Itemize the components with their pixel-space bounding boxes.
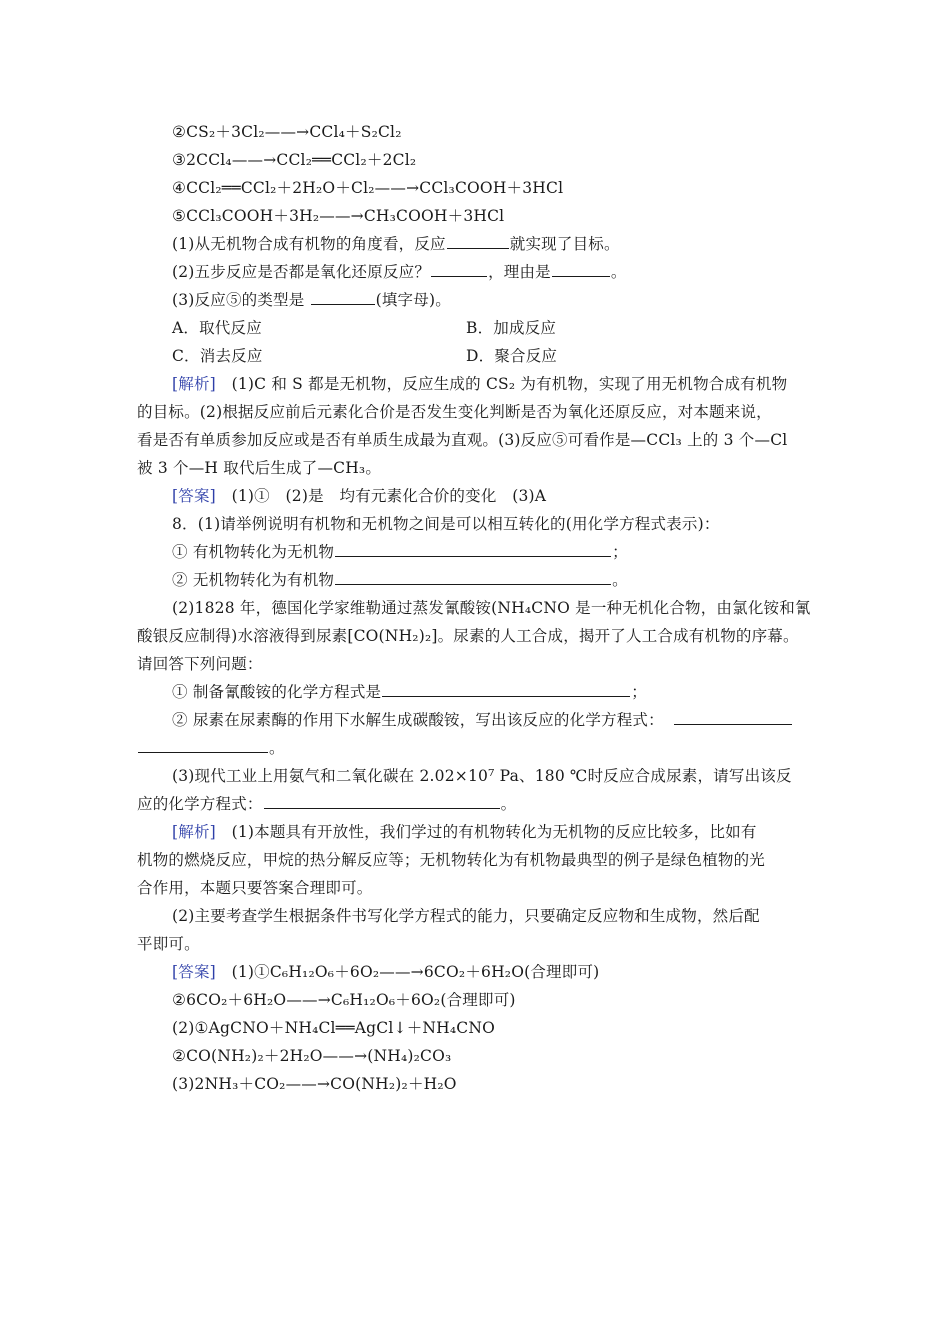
reaction-4: ④CCl₂══CCl₂＋2H₂O＋Cl₂——→CCl₃COOH＋3HCl	[172, 179, 564, 197]
question-7-1	[172, 234, 620, 254]
analysis-tag: [解析]	[172, 375, 216, 393]
question-text: (填字母)。	[375, 291, 451, 309]
question-7-2	[172, 262, 627, 282]
analysis-tag: [解析]	[172, 823, 216, 841]
answer-tag: [答案]	[172, 963, 216, 981]
analysis-8-line: 机物的燃烧反应，甲烷的热分解反应等；无机物转化为有机物最典型的例子是绿色植物的光	[137, 851, 766, 869]
answer-blank	[431, 262, 487, 277]
analysis-text: (1)本题具有开放性，我们学过的有机物转化为无机物的反应比较多，比如有	[215, 823, 757, 841]
question-text: ② 无机物转化为有机物	[172, 571, 335, 589]
reaction-2: ②CS₂＋3Cl₂——→CCl₄＋S₂Cl₂	[172, 123, 402, 141]
answer-8-line: ②CO(NH₂)₂＋2H₂O——→(NH₄)₂CO₃	[172, 1047, 452, 1065]
question-8-2a	[172, 682, 647, 702]
answer-8-line: ②6CO₂＋6H₂O——→C₆H₁₂O₆＋6O₂(合理即可)	[172, 991, 516, 1009]
question-text: ② 尿素在尿素酶的作用下水解生成碳酸铵，写出该反应的化学方程式：	[172, 711, 664, 729]
reaction-5: ⑤CCl₃COOH＋3H₂——→CH₃COOH＋3HCl	[172, 207, 505, 225]
question-text: (3)反应⑤的类型是	[172, 291, 310, 309]
answer-tag: [答案]	[172, 487, 216, 505]
answer-blank	[138, 738, 268, 753]
question-7-3	[172, 290, 451, 310]
question-8-1b	[172, 570, 628, 590]
option-c: C．消去反应	[172, 347, 263, 365]
answer-blank	[552, 262, 610, 277]
analysis-8-line	[172, 822, 757, 842]
answer-text: (1)① (2)是 均有元素化合价的变化 (3)A	[215, 487, 547, 505]
question-text: ；	[612, 543, 628, 561]
answer-blank	[447, 234, 509, 249]
analysis-8-line: 合作用，本题只要答案合理即可。	[137, 879, 373, 897]
analysis-7-line: 的目标。(2)根据反应前后元素化合价是否发生变化判断是否为氧化还原反应，对本题来说，	[137, 403, 772, 421]
answer-7-line	[172, 486, 546, 506]
analysis-8-line: (2)主要考查学生根据条件书写化学方程式的能力，只要确定反应物和生成物，然后配	[172, 907, 760, 925]
answer-blank	[311, 290, 375, 305]
option-d: D．聚合反应	[466, 347, 558, 365]
question-text: (1)从无机物合成有机物的角度看，反应	[172, 235, 446, 253]
question-text: 。	[612, 571, 628, 589]
question-text: 。	[500, 795, 517, 813]
question-8-2-line: 请回答下列问题：	[137, 655, 263, 673]
question-text: ；	[631, 683, 647, 701]
question-text: ，理由是	[488, 263, 551, 281]
analysis-7-line: 看是否有单质参加反应或是否有单质生成最为直观。(3)反应⑤可看作是—CCl₃ 上的 3 个—Cl	[137, 431, 788, 449]
analysis-8-line: 平即可。	[137, 935, 200, 953]
question-8-2b-cont	[137, 738, 285, 758]
reaction-3: ③2CCl₄——→CCl₂══CCl₂＋2Cl₂	[172, 151, 417, 169]
option-b: B．加成反应	[466, 319, 557, 337]
analysis-7-line: 被 3 个—H 取代后生成了—CH₃。	[137, 459, 382, 477]
question-text: 就实现了目标。	[509, 235, 620, 253]
question-8-2-line: (2)1828 年，德国化学家维勒通过蒸发氰酸铵(NH₄CNO 是一种无机化合物，由氯化铵和氰	[172, 599, 811, 617]
question-text: 。	[610, 263, 627, 281]
question-8-3-line: (3)现代工业上用氨气和二氧化碳在 2.02×10⁷ Pa、180 ℃时反应合成尿素，请写出该反	[172, 767, 792, 785]
option-a: A．取代反应	[172, 319, 262, 337]
question-8-2-line: 酸银反应制得)水溶液得到尿素[CO(NH₂)₂]。尿素的人工合成，揭开了人工合成有机物的序幕。	[137, 627, 799, 645]
answer-8-line	[172, 962, 599, 982]
question-text: ① 有机物转化为无机物	[172, 543, 335, 561]
question-text: 应的化学方程式：	[137, 795, 263, 813]
question-text: 。	[269, 739, 285, 757]
answer-text: (1)①C₆H₁₂O₆＋6O₂——→6CO₂＋6H₂O(合理即可)	[215, 963, 600, 981]
question-text: ① 制备氰酸铵的化学方程式是	[172, 683, 382, 701]
answer-8-line: (2)①AgCNO＋NH₄Cl══AgCl↓＋NH₄CNO	[172, 1019, 496, 1037]
question-8-intro: 8．(1)请举例说明有机物和无机物之间是可以相互转化的(用化学方程式表示)：	[172, 515, 720, 533]
question-8-1a	[172, 542, 628, 562]
question-8-2b	[172, 710, 793, 730]
answer-blank	[335, 570, 611, 585]
answer-blank	[335, 542, 611, 557]
question-text: (2)五步反应是否都是氧化还原反应？	[172, 263, 431, 281]
answer-blank	[382, 682, 630, 697]
answer-blank	[264, 794, 500, 809]
answer-8-line: (3)2NH₃＋CO₂——→CO(NH₂)₂＋H₂O	[172, 1075, 457, 1093]
analysis-7-line	[172, 374, 787, 394]
answer-blank	[674, 710, 792, 725]
question-8-3-line	[137, 794, 516, 814]
analysis-text: (1)C 和 S 都是无机物，反应生成的 CS₂ 为有机物，实现了用无机物合成有机物	[215, 375, 788, 393]
